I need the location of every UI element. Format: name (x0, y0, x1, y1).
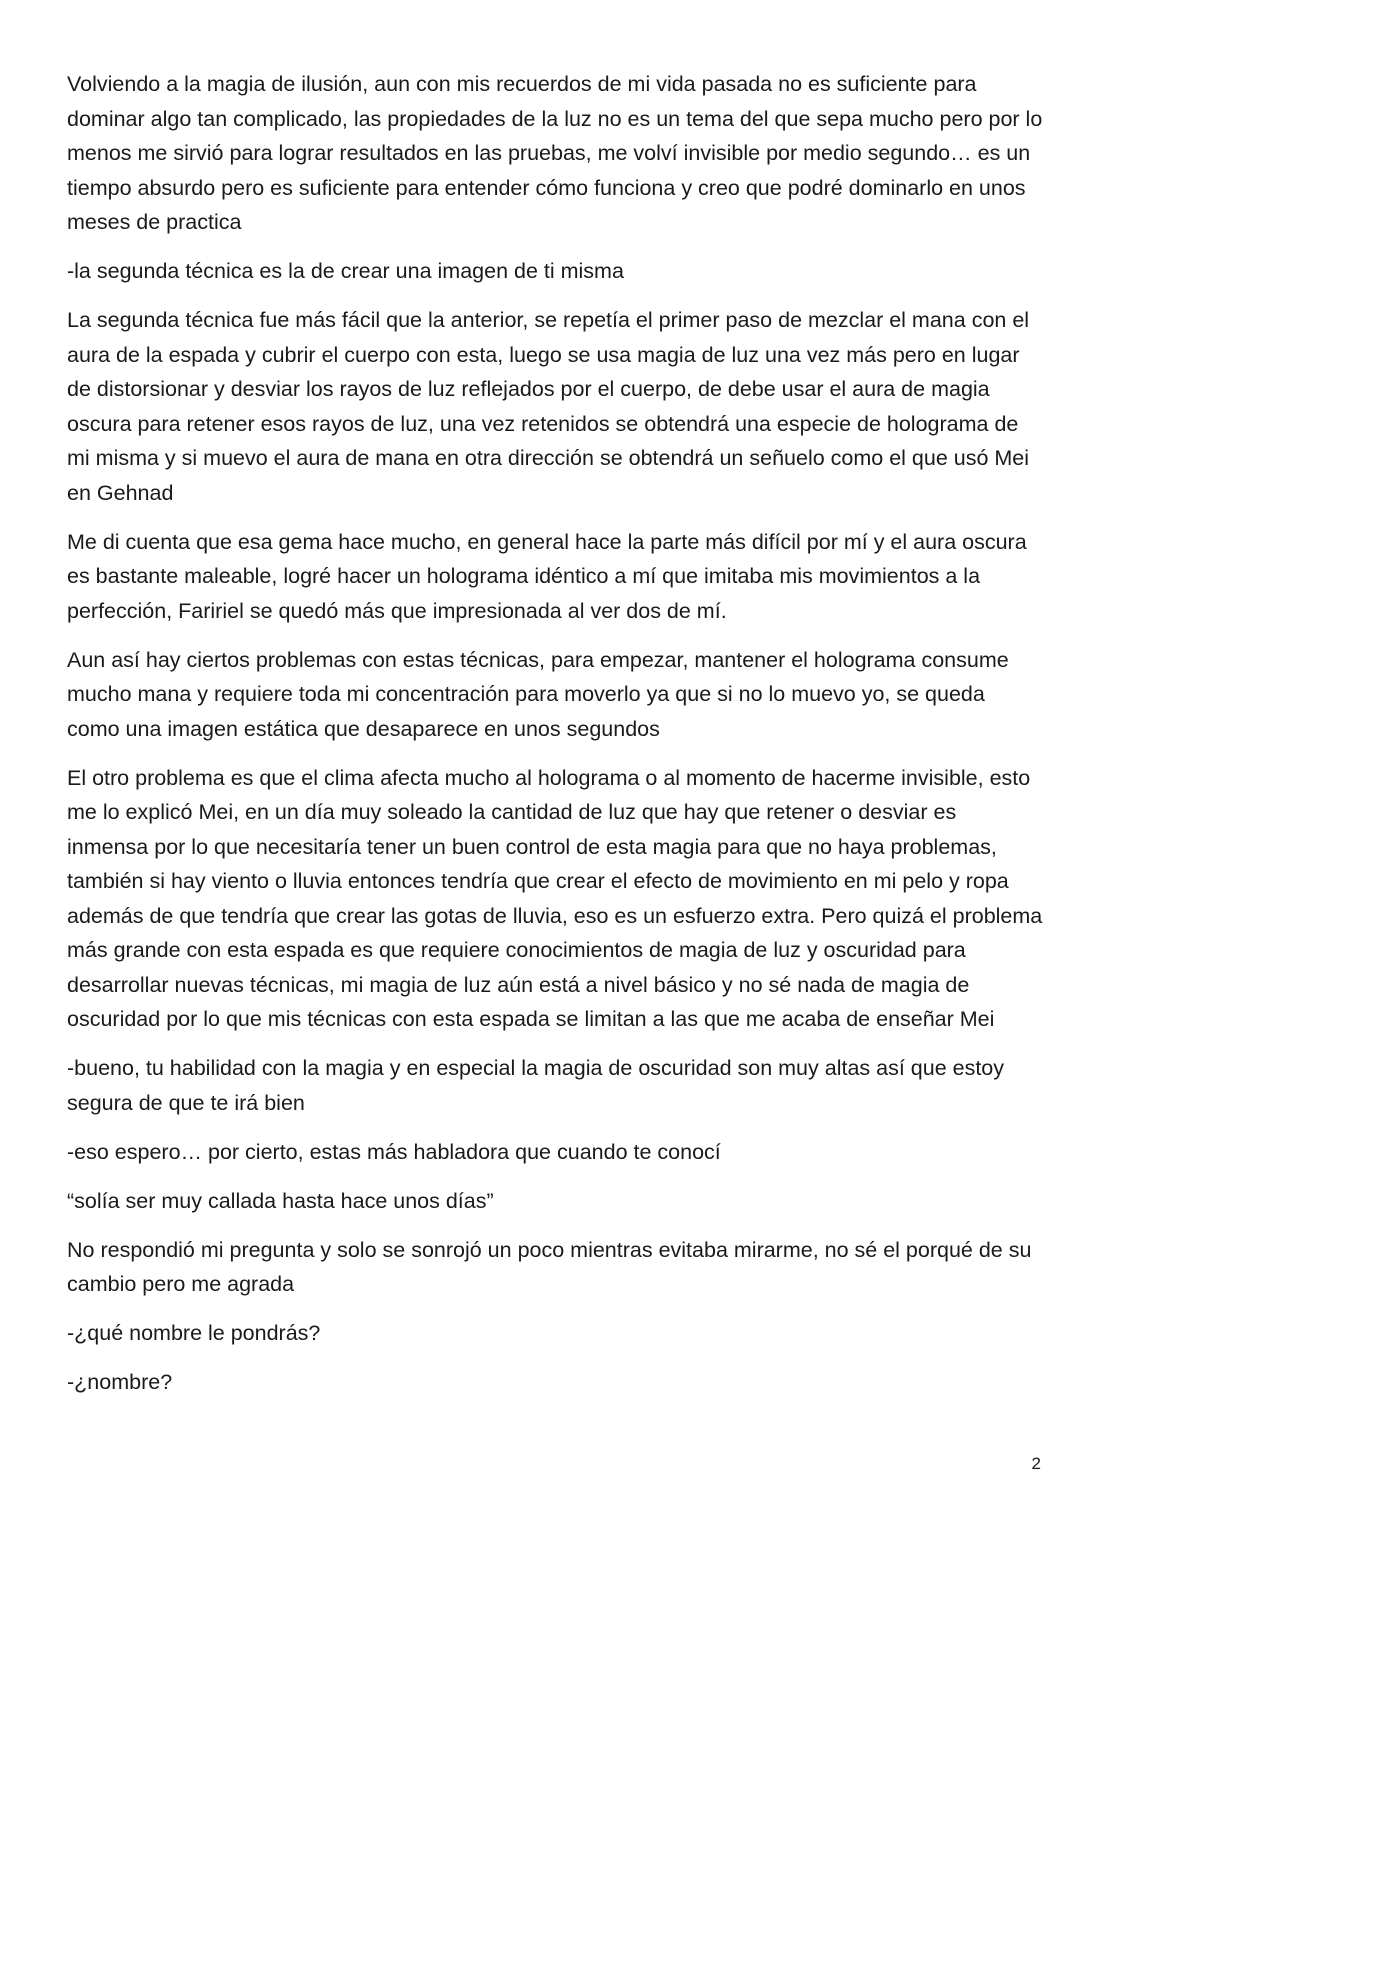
paragraph-dialogue-name: -¿nombre? (67, 1370, 173, 1394)
paragraph-narration-blush: No respondió mi pregunta y solo se sonrojó un poco mientras evitaba mirarme, no sé el porqué de su cambio pero me agrada (67, 1237, 1032, 1296)
paragraph-dialogue-quiet: “solía ser muy callada hasta hace unos días” (67, 1188, 494, 1213)
page-number: 2 (1031, 1454, 1041, 1473)
paragraph-narration-gem: Me di cuenta que esa gema hace mucho, en general hace la parte más difícil por mí y el aura oscura es bastante maleable, logré hacer un holograma idéntico a mí que imitaba mis movimientos a la perfección, Faririel se quedó más que impresionada al ver dos de mí. (67, 529, 1027, 623)
paragraph-dialogue-name-question: -¿qué nombre le pondrás? (67, 1321, 321, 1345)
paragraph-narration-climate: El otro problema es que el clima afecta mucho al holograma o al momento de hacerme invisible, esto me lo explicó Mei, en un día muy soleado la cantidad de luz que hay que retener o desviar es inmensa por lo que necesitaría tener un buen control de esta magia para que no haya problemas, también si hay viento o lluvia entonces tendría que crear el efecto de movimiento en mi pelo y ropa además de que tendría que crear las gotas de lluvia, eso es un esfuerzo extra. Pero quizá el problema más grande con esta espada es que requiere conocimientos de magia de luz y oscuridad para desarrollar nuevas técnicas, mi magia de luz aún está a nivel básico y no sé nada de magia de oscuridad por lo que mis técnicas con esta espada se limitan a las que me acaba de enseñar Mei (67, 765, 1043, 1031)
body-text (67, 67, 1043, 1414)
paragraph-narration-problems: Aun así hay ciertos problemas con estas técnicas, para empezar, mantener el holograma consume mucho mana y requiere toda mi concentración para moverlo ya que si no lo muevo yo, se queda como una imagen estática que desaparece en unos segundos (67, 647, 1009, 741)
paragraph-narration-illusion-magic: Volviendo a la magia de ilusión, aun con mis recuerdos de mi vida pasada no es suficiente para dominar algo tan complicado, las propiedades de la luz no es un tema del que sepa mucho pero por lo menos me sirvió para lograr resultados en las pruebas, me volví invisible por medio segundo… es un tiempo absurdo pero es suficiente para entender cómo funciona y creo que podré dominarlo en unos meses de practica (67, 72, 1043, 234)
paragraph-dialogue-talkative: -eso espero… por cierto, estas más habladora que cuando te conocí (67, 1139, 721, 1164)
paragraph-narration-hologram-technique: La segunda técnica fue más fácil que la anterior, se repetía el primer paso de mezclar el mana con el aura de la espada y cubrir el cuerpo con esta, luego se usa magia de luz una vez más pero en lugar de distorsionar y desviar los rayos de luz reflejados por el cuerpo, de debe usar el aura de magia oscura para retener esos rayos de luz, una vez retenidos se obtendrá una especie de holograma de mi misma y si muevo el aura de mana en otra dirección se obtendrá un señuelo como el que usó Mei en Gehnad (67, 308, 1030, 505)
paragraph-dialogue-ability: -bueno, tu habilidad con la magia y en especial la magia de oscuridad son muy altas así que estoy segura de que te irá bien (67, 1056, 1005, 1115)
paragraph-dialogue-second-technique: -la segunda técnica es la de crear una imagen de ti misma (67, 259, 624, 283)
